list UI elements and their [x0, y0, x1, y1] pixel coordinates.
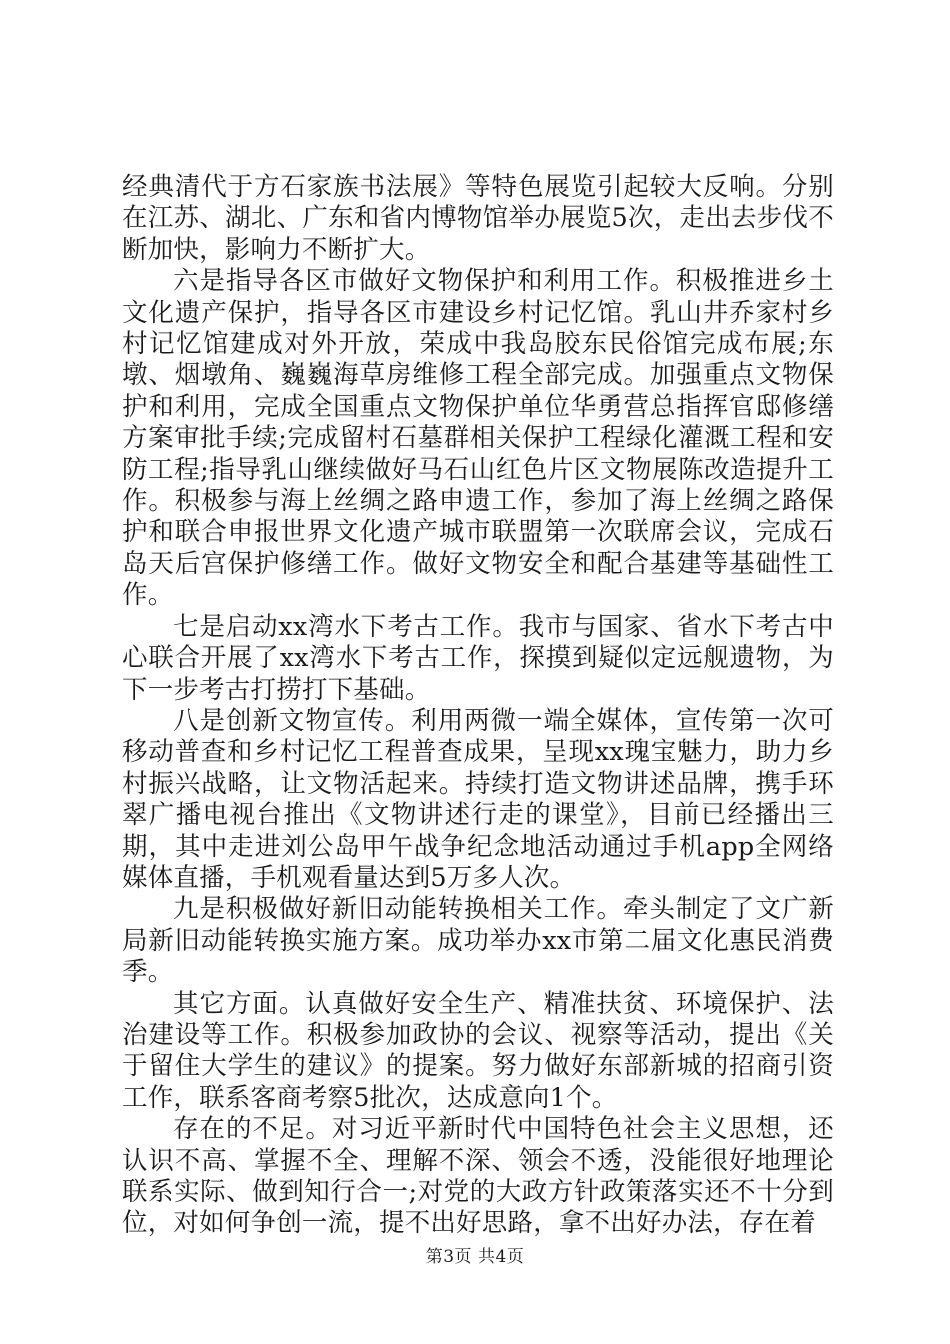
- body-text: [122, 172, 834, 1240]
- paragraph-continuation: 经典清代于方石家族书法展》等特色展览引起较大反响。分别在江苏、湖北、广东和省内博物馆举办展览5次，走出去步伐不断加快，影响力不断扩大。: [122, 172, 834, 265]
- paragraph-item-six: 六是指导各区市做好文物保护和利用工作。积极推进乡土文化遗产保护，指导各区市建设乡村记忆馆。乳山井乔家村乡村记忆馆建成对外开放，荣成中我岛胶东民俗馆完成布展;东墩、烟墩角、巍巍海草房维修工程全部完成。加强重点文物保护和利用，完成全国重点文物保护单位华勇营总指挥官邸修缮方案审批手续;完成留村石墓群相关保护工程绿化灌溉工程和安防工程;指导乳山继续做好马石山红色片区文物展陈改造提升工作。积极参与海上丝绸之路申遗工作，参加了海上丝绸之路保护和联合申报世界文化遗产城市联盟第一次联席会议，完成石岛天后宫保护修缮工作。做好文物安全和配合基建等基础性工作。: [122, 266, 834, 611]
- paragraph-shortcomings: 存在的不足。对习近平新时代中国特色社会主义思想，还认识不高、掌握不全、理解不深、领会不透，没能很好地理论联系实际、做到知行合一;对党的大政方针政策落实还不十分到位，对如何争创一流，提不出好思路，拿不出好办法，存在着: [122, 1114, 834, 1239]
- paragraph-item-seven: 七是启动xx湾水下考古工作。我市与国家、省水下考古中心联合开展了xx湾水下考古工作，探摸到疑似定远舰遗物，为下一步考古打捞打下基础。: [122, 611, 834, 705]
- page-number-footer: 第3页 共4页: [425, 1247, 525, 1267]
- paragraph-item-nine: 九是积极做好新旧动能转换相关工作。牵头制定了文广新局新旧动能转换实施方案。成功举办xx市第二届文化惠民消费季。: [122, 894, 834, 988]
- paragraph-other-aspects: 其它方面。认真做好安全生产、精准扶贫、环境保护、法治建设等工作。积极参加政协的会议、视察等活动，提出《关于留住大学生的建议》的提案。努力做好东部新城的招商引资工作，联系客商考察5批次，达成意向1个。: [122, 988, 834, 1113]
- paragraph-item-eight: 八是创新文物宣传。利用两微一端全媒体，宣传第一次可移动普查和乡村记忆工程普查成果，呈现xx瑰宝魅力，助力乡村振兴战略，让文物活起来。持续打造文物讲述品牌，携手环翠广播电视台推出《文物讲述行走的课堂》，目前已经播出三期，其中走进刘公岛甲午战争纪念地活动通过手机app全网络媒体直播，手机观看量达到5万多人次。: [122, 705, 834, 893]
